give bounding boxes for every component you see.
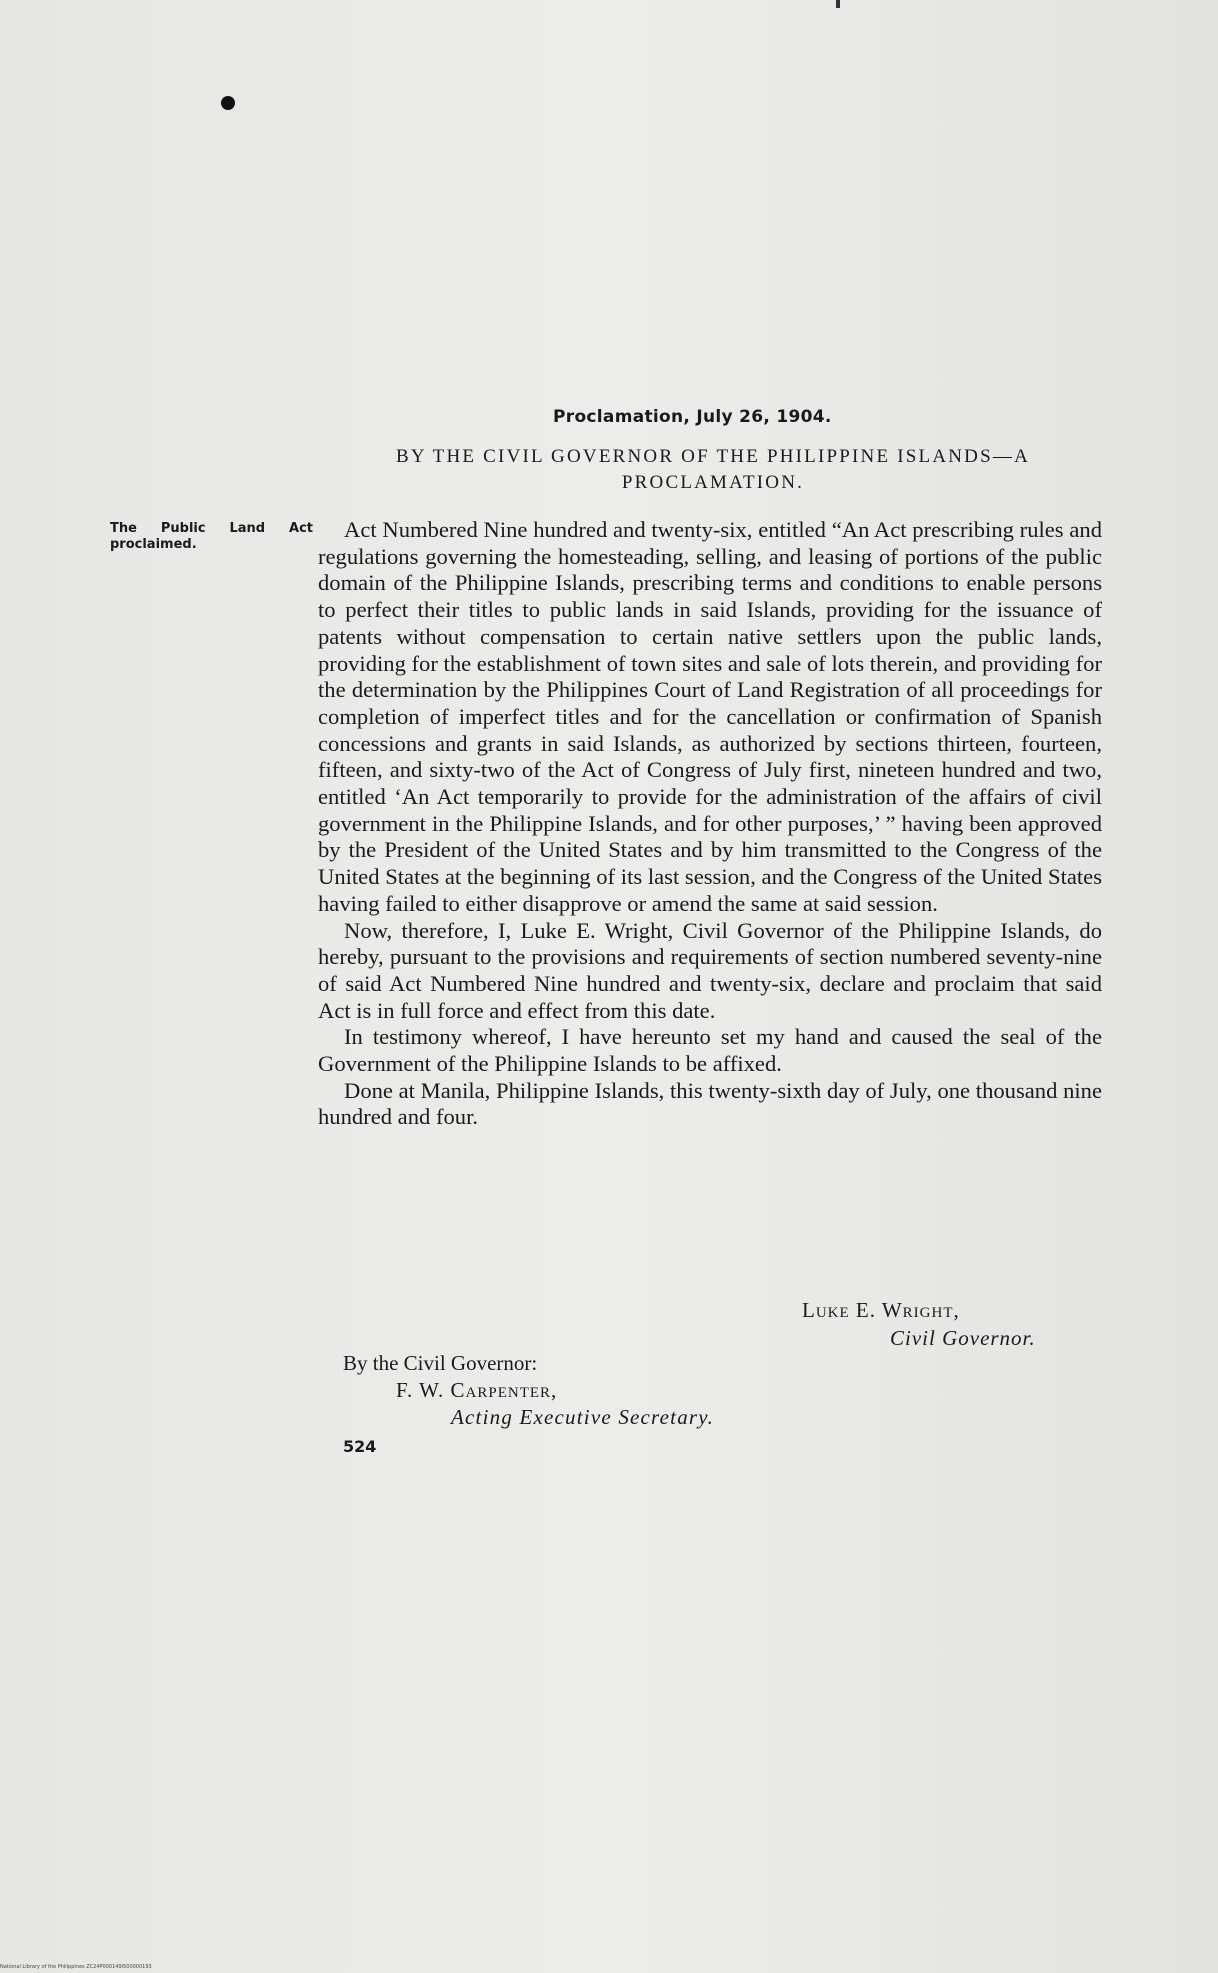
proclamation-subheading: BY THE CIVIL GOVERNOR OF THE PHILIPPINE ISLANDS—A PROCLAMATION. bbox=[395, 446, 1030, 493]
signatory-title: Civil Governor. bbox=[890, 1326, 1036, 1350]
binding-hole-mark bbox=[221, 96, 235, 110]
paragraph-proclamation: Now, therefore, I, Luke E. Wright, Civil Governor of the Philippine Islands, do hereby, pursuant to the provisions and requirements of section numbered seventy-nine of said Act Numbered Nine hundred and twenty-six, declare and proclaim that said Act is in full force and effect from this date. bbox=[318, 917, 1102, 1023]
signatory-name: Luke E. Wright, bbox=[802, 1298, 960, 1322]
paragraph-testimony: In testimony whereof, I have hereunto set my hand and caused the seal of the Government of the Philippine Islands to be affixed. bbox=[318, 1024, 1102, 1077]
paragraph-recital: Act Numbered Nine hundred and twenty-six, entitled “An Act prescribing rules and regulations governing the homesteading, selling, and leasing of portions of the public domain of the Philippine Islands, prescribing terms and conditions to enable persons to perfect their titles to public lands in said Islands, providing for the issuance of patents without compensation to certain native settlers upon the public lands, providing for the establishment of town sites and sale of lots therein, and providing for the determination by the Philippines Court of Land Registration of all proceedings for completion of imperfect titles and for the cancellation or confirmation of Spanish concessions and grants in said Islands, as authorized by sections thirteen, fourteen, fifteen, and sixty-two of the Act of Congress of July first, nineteen hundred and two, entitled ‘An Act temporarily to provide for the administration of the affairs of civil government in the Philippine Islands, and for other purposes,’ ” having been approved by the President of the United States and by him transmitted to the Congress of the United States at the beginning of its last session, and the Congress of the United States having failed to either disapprove or amend the same at said session. bbox=[318, 517, 1102, 916]
secretary-title: Acting Executive Secretary. bbox=[451, 1405, 715, 1429]
proclamation-heading: Proclamation, July 26, 1904. bbox=[553, 407, 832, 427]
proclamation-body bbox=[318, 517, 1102, 1131]
paragraph-done-at: Done at Manila, Philippine Islands, this twenty-sixth day of July, one thousand nine hundred and four. bbox=[318, 1077, 1102, 1130]
archive-footer: National Library of the Philippines ZC24P000149I500000193 bbox=[0, 1964, 152, 1970]
scan-speck bbox=[836, 0, 840, 8]
attestation-line: By the Civil Governor: bbox=[343, 1351, 538, 1375]
secretary-name: F. W. Carpenter, bbox=[396, 1378, 558, 1402]
margin-note: The Public Land Act proclaimed. bbox=[110, 521, 313, 552]
page-number: 524 bbox=[343, 1437, 377, 1456]
